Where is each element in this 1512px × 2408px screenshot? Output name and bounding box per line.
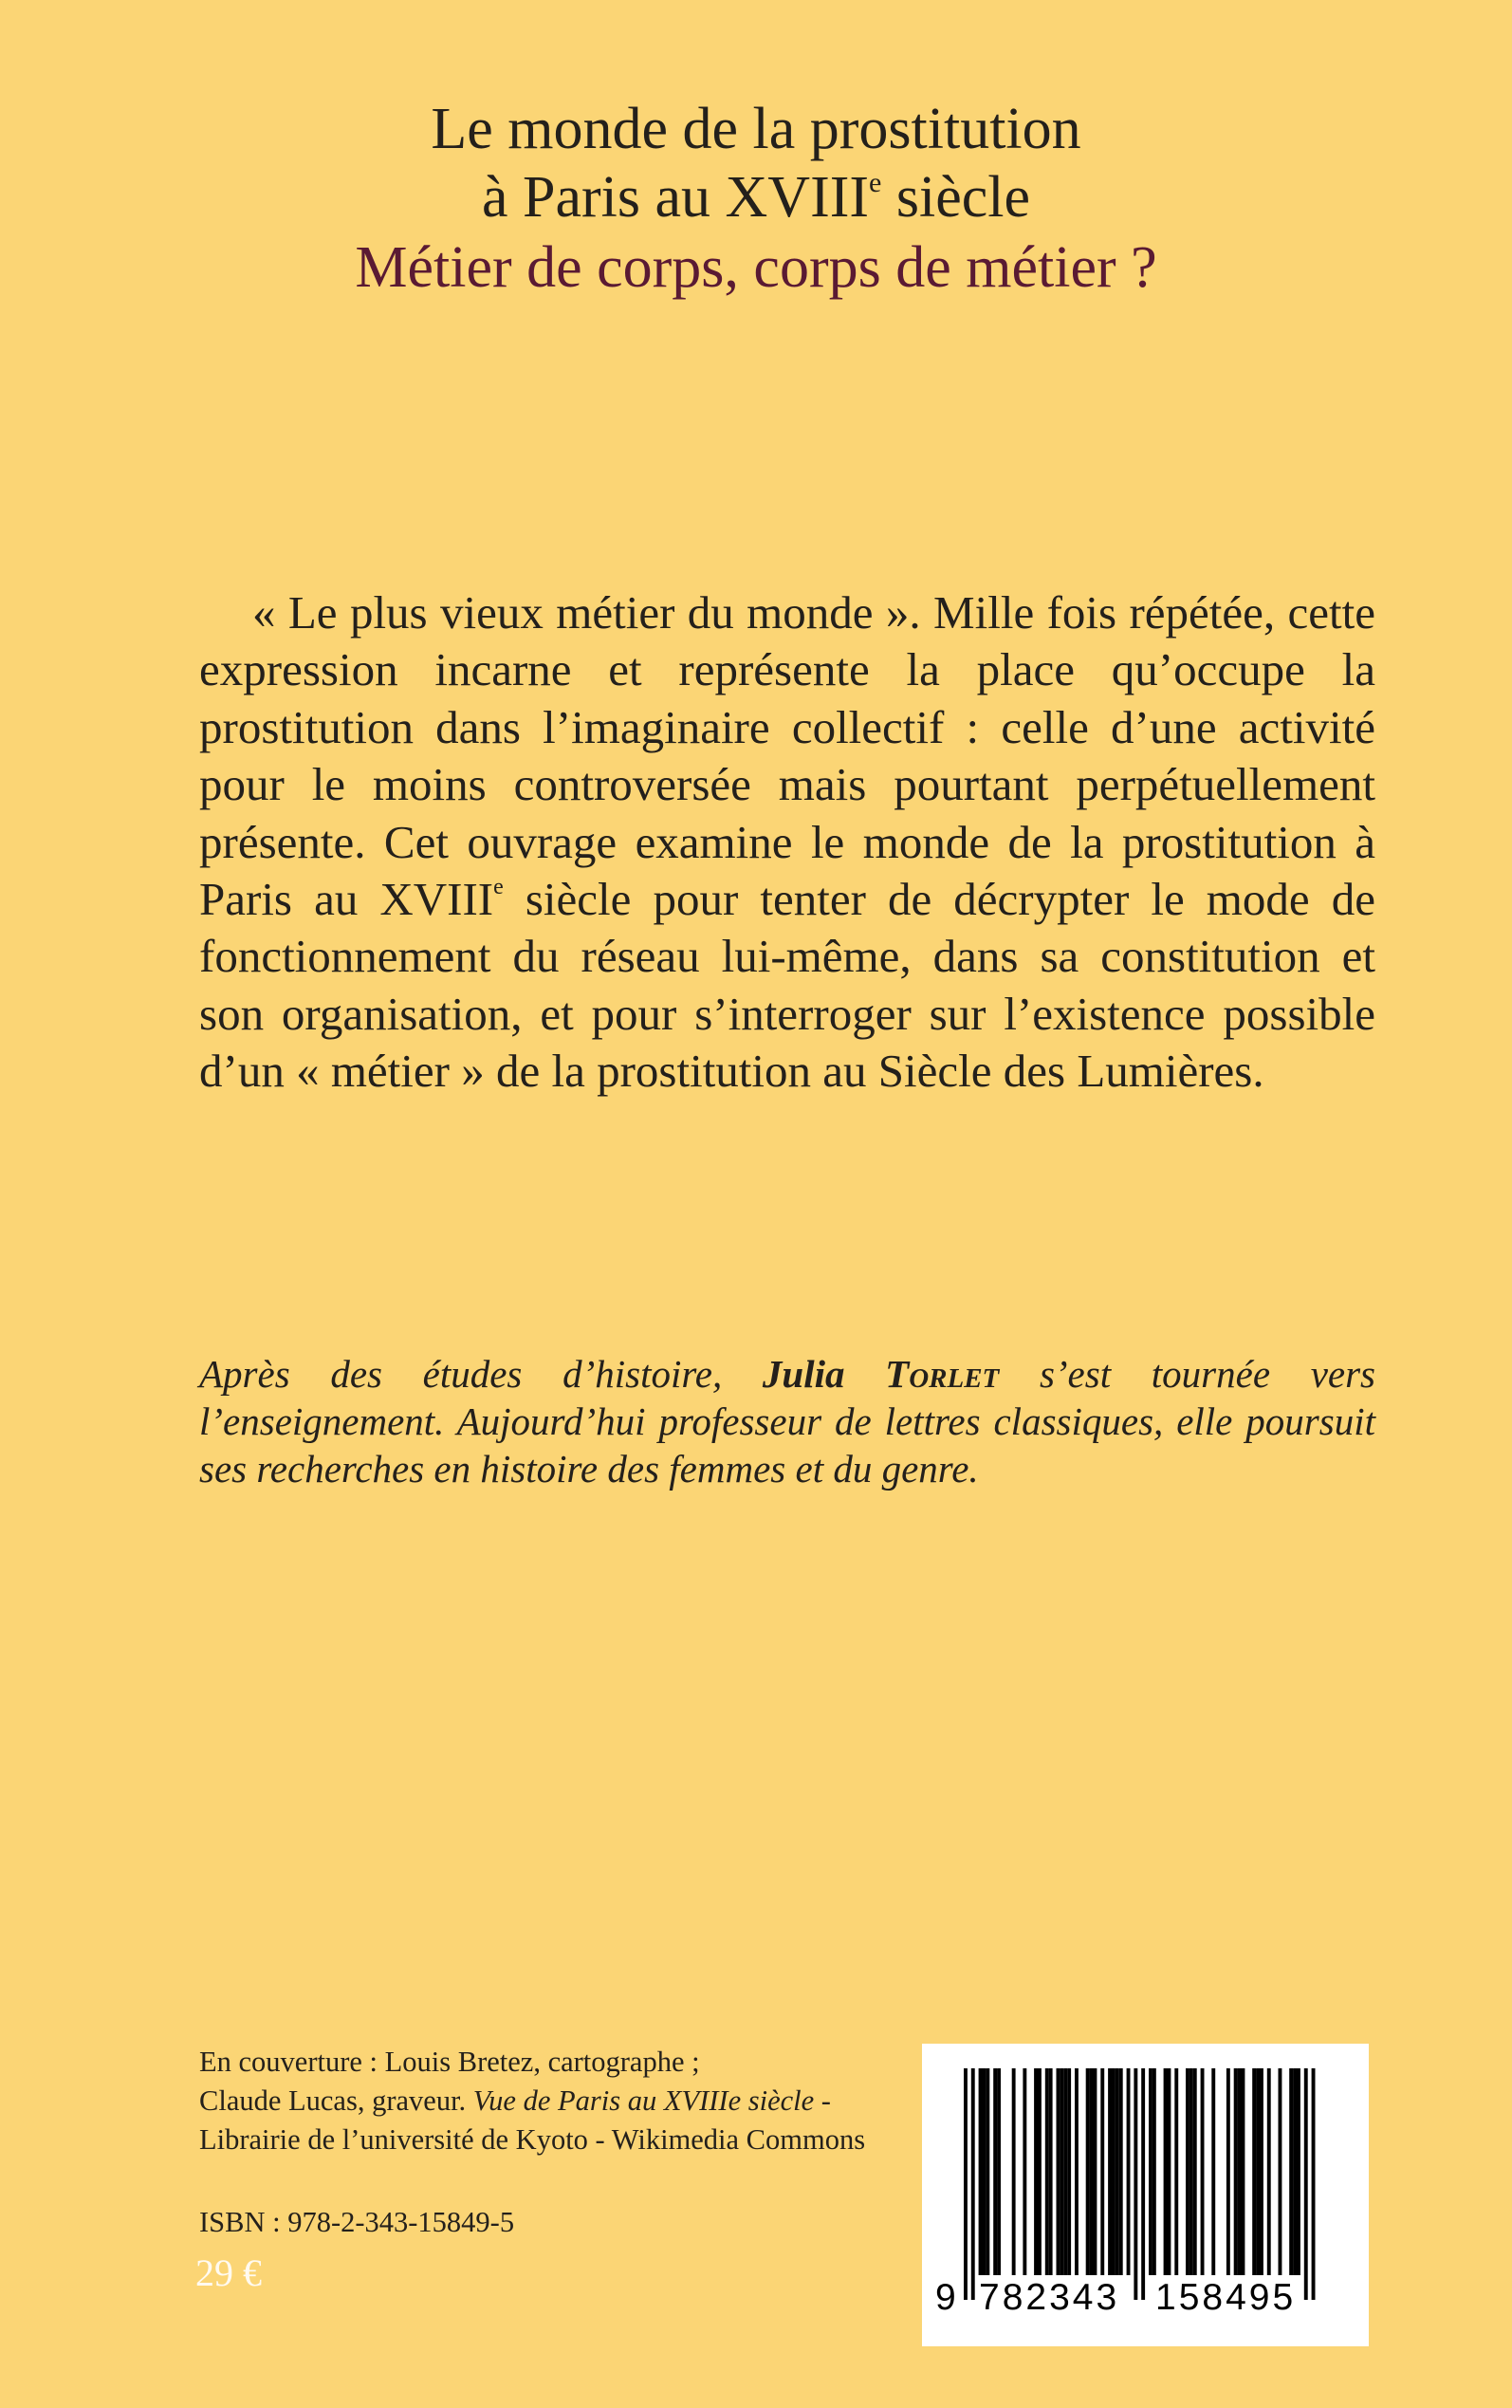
barcode-first-digit: 9 xyxy=(935,2277,956,2318)
barcode-bar xyxy=(1152,2068,1156,2275)
barcode-bar xyxy=(993,2068,997,2275)
barcode-bar xyxy=(1164,2068,1168,2275)
title-line-1: Le monde de la prostitution xyxy=(431,97,1081,161)
barcode-bar xyxy=(1252,2068,1256,2275)
barcode-bar xyxy=(1075,2068,1079,2275)
barcode-bar xyxy=(1112,2068,1116,2275)
credits-line-2-end: - xyxy=(814,2084,831,2117)
barcode-bar xyxy=(1094,2068,1097,2275)
credits-line-2 xyxy=(199,2082,865,2121)
barcode-bar xyxy=(997,2068,1001,2275)
isbn-number: ISBN : 978-2-343-15849-5 xyxy=(199,2206,515,2238)
barcode-bar xyxy=(1293,2068,1297,2275)
barcode-bar xyxy=(1049,2068,1053,2275)
cover-credits xyxy=(199,2043,865,2159)
barcode-bar xyxy=(1226,2068,1230,2275)
author-last-name: Torlet xyxy=(885,1352,1000,1396)
title-line-2-text: à Paris au XVIII xyxy=(482,165,870,230)
book-subtitle: Métier de corps, corps de métier ? xyxy=(355,235,1157,300)
barcode-bar xyxy=(983,2068,986,2275)
barcode-bar xyxy=(979,2068,983,2275)
barcode-bar xyxy=(1186,2068,1189,2275)
barcode-bar xyxy=(1312,2068,1316,2300)
barcode-bar xyxy=(1063,2068,1067,2275)
barcode xyxy=(922,2044,1369,2346)
barcode-bar xyxy=(1193,2068,1197,2275)
barcode-bar xyxy=(1090,2068,1094,2275)
credits-line-1: En couverture : Louis Bretez, cartographe ; xyxy=(199,2046,700,2078)
barcode-left-group: 782343 xyxy=(979,2277,1120,2318)
barcode-bar xyxy=(1149,2068,1152,2275)
book-title-block xyxy=(0,95,1512,302)
barcode-bar xyxy=(1116,2068,1119,2275)
barcode-bar xyxy=(1023,2068,1026,2275)
barcode-bar xyxy=(1279,2068,1282,2275)
price: 29 € xyxy=(195,2251,262,2294)
credits-line-2-text: Claude Lucas, graveur. xyxy=(199,2084,473,2117)
barcode-bar xyxy=(1260,2068,1263,2275)
barcode-bar xyxy=(1119,2068,1123,2275)
barcode-bar xyxy=(1267,2068,1271,2275)
barcode-bar xyxy=(1134,2068,1137,2300)
credits-artwork-title: Vue de Paris au XVIIIe siècle xyxy=(472,2084,815,2117)
barcode-bar xyxy=(1211,2068,1215,2275)
barcode-bar xyxy=(1189,2068,1193,2275)
barcode-bar xyxy=(1012,2068,1016,2275)
blurb-text-1: « Le plus vieux métier du monde ». Mille fois répétée, cette expression incarne et représente la place qu’occupe la prostitution dans l’imaginaire collectif : celle d’une activité pour le moins controversée mais pourtant perpétuellement présente. Cet ouvrage examine le monde de la prostitution à Paris au XVIII xyxy=(199,586,1375,926)
bio-text-2: s’est tournée vers l’enseignement. Aujourd’hui professeur de lettres classiques, elle poursuit ses recherches en histoire des femmes et du genre. xyxy=(199,1352,1375,1491)
barcode-bar xyxy=(1234,2068,1238,2275)
barcode-bar xyxy=(1174,2068,1178,2275)
barcode-bar xyxy=(1038,2068,1042,2275)
barcode-bar xyxy=(986,2068,989,2275)
barcode-bar xyxy=(1034,2068,1038,2275)
barcode-bar xyxy=(1168,2068,1171,2275)
title-superscript: e xyxy=(869,167,882,198)
barcode-bar xyxy=(1256,2068,1260,2275)
barcode-bar xyxy=(1057,2068,1060,2275)
bio-text-1: Après des études d’histoire, xyxy=(199,1352,763,1396)
barcode-bar xyxy=(964,2068,968,2300)
blurb-superscript: e xyxy=(493,875,504,900)
author-bio xyxy=(199,1350,1375,1492)
barcode-bar xyxy=(1127,2068,1131,2275)
barcode-bar xyxy=(1238,2068,1242,2275)
barcode-bar xyxy=(1045,2068,1049,2275)
barcode-bar xyxy=(1242,2068,1245,2275)
back-cover-blurb xyxy=(199,584,1375,1101)
credits-line-3: Librairie de l’université de Kyoto - Wikimedia Commons xyxy=(199,2123,866,2156)
author-first-name: Julia xyxy=(762,1352,886,1396)
title-line-2-end: siècle xyxy=(881,165,1030,230)
barcode-bar xyxy=(1067,2068,1071,2275)
barcode-bar xyxy=(1086,2068,1090,2275)
barcode-bar xyxy=(1060,2068,1063,2275)
author-name xyxy=(763,1352,999,1396)
blurb-paragraph xyxy=(199,584,1375,1101)
barcode-bar xyxy=(1100,2068,1104,2275)
barcode-bar xyxy=(1289,2068,1293,2275)
barcode-bar xyxy=(1201,2068,1205,2275)
barcode-right-group: 158495 xyxy=(1155,2277,1297,2318)
barcode-bar xyxy=(1108,2068,1112,2275)
barcode-bar xyxy=(1304,2068,1308,2300)
title-line-2 xyxy=(0,163,1512,232)
barcode-bar xyxy=(971,2068,975,2300)
blurb-text-2: siècle pour tenter de décrypter le mode de fonctionnement du réseau lui-même, dans sa constitution et son organisation, et pour s’interroger sur l’existence possible d’un « métier » de la prostitution au Siècle des Lumières. xyxy=(199,873,1375,1098)
barcode-bar xyxy=(1297,2068,1300,2275)
barcode-bar xyxy=(1141,2068,1145,2300)
